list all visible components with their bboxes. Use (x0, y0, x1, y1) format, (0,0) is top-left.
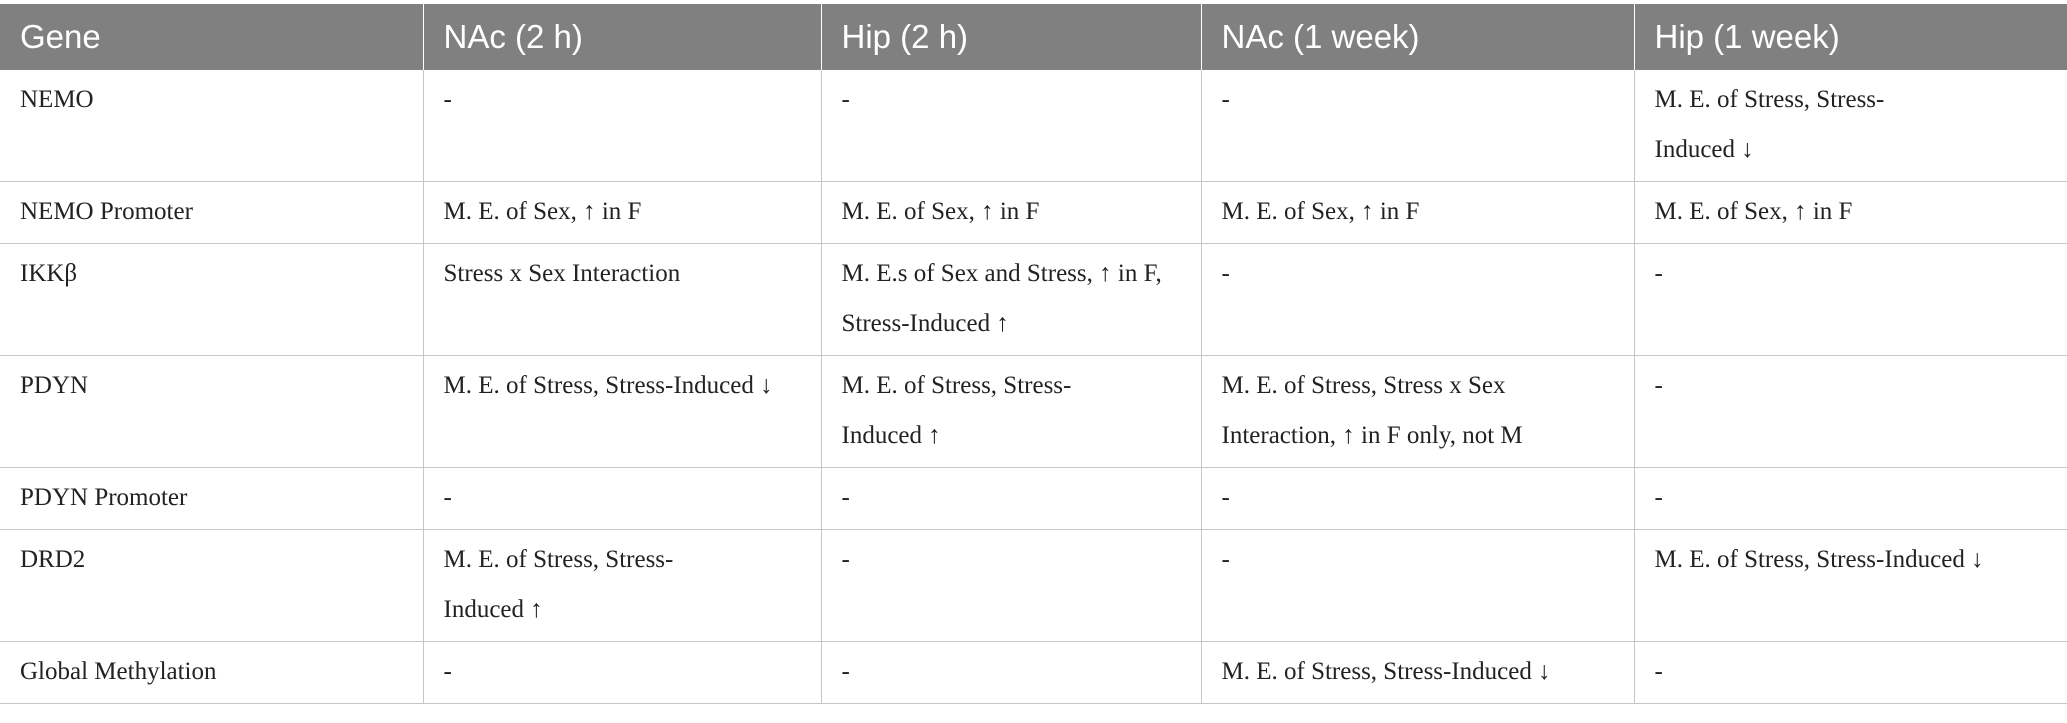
cell-nac-2h: Stress x Sex Interaction (423, 244, 821, 356)
table-row (0, 70, 2067, 182)
cell-nac-1week: - (1201, 530, 1634, 642)
table-row (0, 182, 2067, 244)
cell-nac-1week: - (1201, 468, 1634, 530)
cell-gene: Global Methylation (0, 642, 423, 704)
cell-nac-2h: - (423, 642, 821, 704)
cell-hip-1week: - (1634, 468, 2067, 530)
cell-gene: DRD2 (0, 530, 423, 642)
cell-hip-1week-text: M. E. of Stress, Stress-Induced ↓ (1654, 86, 1885, 163)
table-header (0, 4, 2067, 70)
cell-hip-2h: - (821, 70, 1201, 182)
header-hip-2h: Hip (2 h) (821, 4, 1201, 70)
cell-gene: IKKβ (0, 244, 423, 356)
header-gene: Gene (0, 4, 423, 70)
cell-nac-1week: M. E. of Stress, Stress-Induced ↓ (1201, 642, 1634, 704)
cell-nac-2h: M. E. of Sex, ↑ in F (423, 182, 821, 244)
cell-hip-1week: - (1634, 356, 2067, 468)
header-hip-1week: Hip (1 week) (1634, 4, 2067, 70)
cell-hip-2h-text: M. E. of Stress, Stress-Induced ↑ (841, 372, 1072, 449)
header-row (0, 4, 2067, 70)
cell-hip-2h: - (821, 468, 1201, 530)
header-nac-2h: NAc (2 h) (423, 4, 821, 70)
table-row (0, 530, 2067, 642)
cell-nac-2h (423, 530, 821, 642)
cell-hip-1week: M. E. of Stress, Stress-Induced ↓ (1634, 530, 2067, 642)
cell-hip-2h: - (821, 530, 1201, 642)
cell-hip-2h: - (821, 642, 1201, 704)
cell-gene: NEMO (0, 70, 423, 182)
cell-gene: PDYN (0, 356, 423, 468)
table-row (0, 356, 2067, 468)
cell-hip-2h: M. E. of Sex, ↑ in F (821, 182, 1201, 244)
table-row (0, 468, 2067, 530)
cell-nac-1week: - (1201, 70, 1634, 182)
cell-hip-1week: - (1634, 244, 2067, 356)
cell-hip-1week: - (1634, 642, 2067, 704)
cell-gene: NEMO Promoter (0, 182, 423, 244)
cell-hip-1week (1634, 70, 2067, 182)
cell-nac-1week: M. E. of Stress, Stress x Sex Interaction, ↑ in F only, not M (1201, 356, 1634, 468)
cell-nac-2h: - (423, 70, 821, 182)
cell-hip-2h (821, 356, 1201, 468)
gene-results-table (0, 4, 2067, 704)
cell-nac-2h: M. E. of Stress, Stress-Induced ↓ (423, 356, 821, 468)
table-body (0, 70, 2067, 704)
cell-gene: PDYN Promoter (0, 468, 423, 530)
cell-nac-1week: M. E. of Sex, ↑ in F (1201, 182, 1634, 244)
cell-nac-2h-text: M. E. of Stress, Stress-Induced ↑ (443, 546, 674, 623)
cell-hip-1week: M. E. of Sex, ↑ in F (1634, 182, 2067, 244)
header-nac-1week: NAc (1 week) (1201, 4, 1634, 70)
cell-hip-2h: M. E.s of Sex and Stress, ↑ in F, Stress-Induced ↑ (821, 244, 1201, 356)
table-row (0, 244, 2067, 356)
table-row (0, 642, 2067, 704)
cell-nac-2h: - (423, 468, 821, 530)
cell-nac-1week: - (1201, 244, 1634, 356)
